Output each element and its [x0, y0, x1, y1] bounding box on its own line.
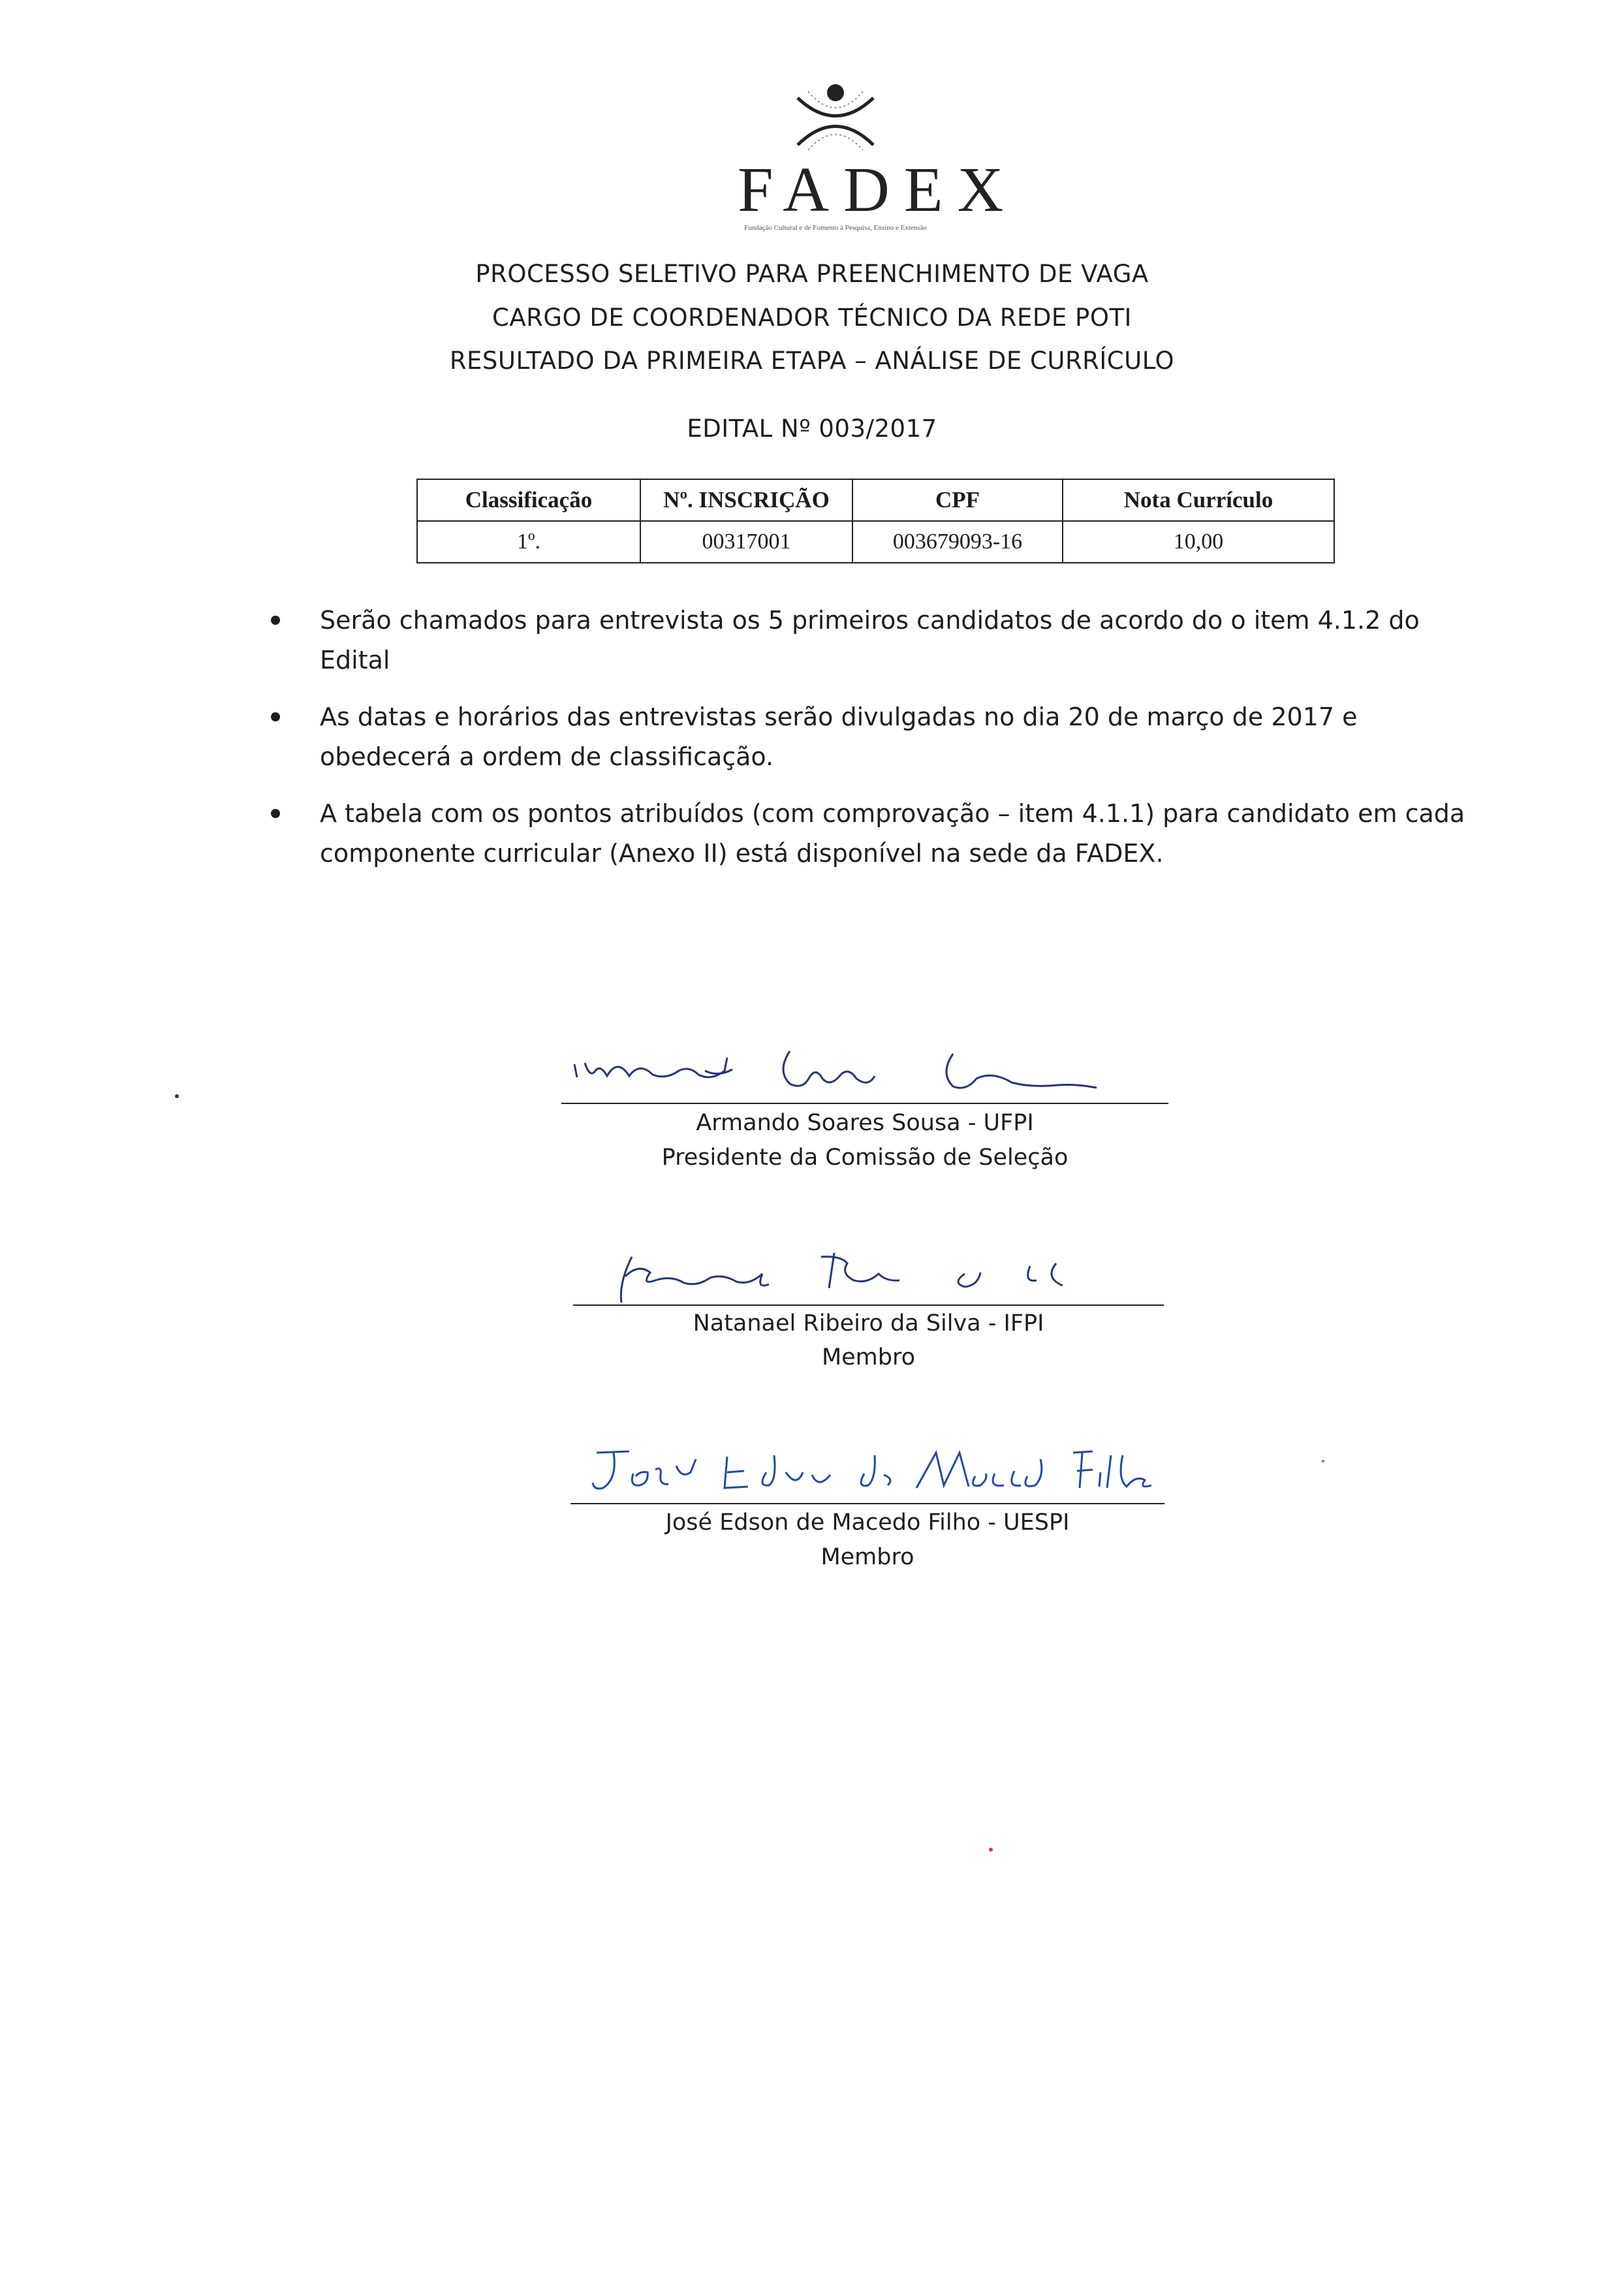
list-item [258, 794, 1485, 874]
handwritten-signature-1 [561, 1032, 1188, 1103]
signer-role-2: Membro [821, 1344, 916, 1370]
header-classificacao: Classificação [417, 479, 640, 521]
logo-tagline: Fundação Cultural e de Fomento à Pesquisa, Ensino e Extensão [744, 224, 927, 232]
note-text: Serão chamados para entrevista os 5 primeiros candidatos de acordo do o item 4.1.2 do Edital [320, 606, 1420, 674]
signature-block-1 [561, 1032, 1188, 1188]
handwritten-signature-2 [573, 1237, 1200, 1309]
signature-block-3 [570, 1433, 1197, 1583]
note-text: As datas e horários das entrevistas serão divulgadas no dia 20 de março de 2017 e obedecerá a ordem de classificação. [320, 703, 1358, 771]
edital-number: EDITAL Nº 003/2017 [687, 415, 937, 443]
logo-name: FADEX [738, 155, 1018, 225]
list-item [258, 601, 1485, 680]
heading-line-1: PROCESSO SELETIVO PARA PREENCHIMENTO DE VAGA [475, 260, 1149, 288]
bullet-icon [271, 616, 280, 625]
cell-classificacao: 1º. [417, 521, 640, 563]
signer-name-3: José Edson de Macedo Filho - UESPI [665, 1509, 1070, 1536]
cell-nota: 10,00 [1063, 521, 1334, 563]
signer-role-3: Membro [820, 1544, 914, 1570]
signer-name-2: Natanael Ribeiro da Silva - IFPI [693, 1310, 1044, 1336]
signature-line-1 [561, 1103, 1168, 1104]
header-cpf: CPF [852, 479, 1063, 521]
signer-role-1: Presidente da Comissão de Seleção [661, 1145, 1069, 1171]
signature-line-3 [570, 1503, 1164, 1504]
fadex-logo [738, 72, 1018, 281]
signature-line-2 [573, 1304, 1164, 1306]
signer-name-1: Armando Soares Sousa - UFPI [696, 1110, 1034, 1136]
header-inscricao: Nº. INSCRIÇÃO [640, 479, 852, 521]
note-text: A tabela com os pontos atribuídos (com comprovação – item 4.1.1) para candidato em cada componente curricular (Anexo II) está disponível na sede da FADEX. [320, 799, 1465, 868]
header-nota: Nota Currículo [1063, 479, 1334, 521]
notes-list [258, 601, 1485, 891]
table-row [417, 521, 1334, 563]
heading-line-3: RESULTADO DA PRIMEIRA ETAPA – ANÁLISE DE CURRÍCULO [449, 347, 1175, 375]
fadex-emblem-icon [757, 72, 914, 157]
bullet-icon [271, 809, 280, 818]
list-item [258, 697, 1485, 777]
handwritten-signature-3 [570, 1433, 1197, 1505]
heading-line-2: CARGO DE COORDENADOR TÉCNICO DA REDE POTI [492, 304, 1132, 332]
scan-speck [989, 1848, 993, 1852]
scan-speck [175, 1094, 179, 1098]
scan-speck [1322, 1460, 1324, 1462]
table-header-row [417, 479, 1334, 521]
cell-cpf: 003679093-16 [852, 521, 1063, 563]
cell-inscricao: 00317001 [640, 521, 852, 563]
bullet-icon [271, 712, 280, 721]
results-table [416, 479, 1335, 563]
signature-block-2 [573, 1237, 1200, 1387]
